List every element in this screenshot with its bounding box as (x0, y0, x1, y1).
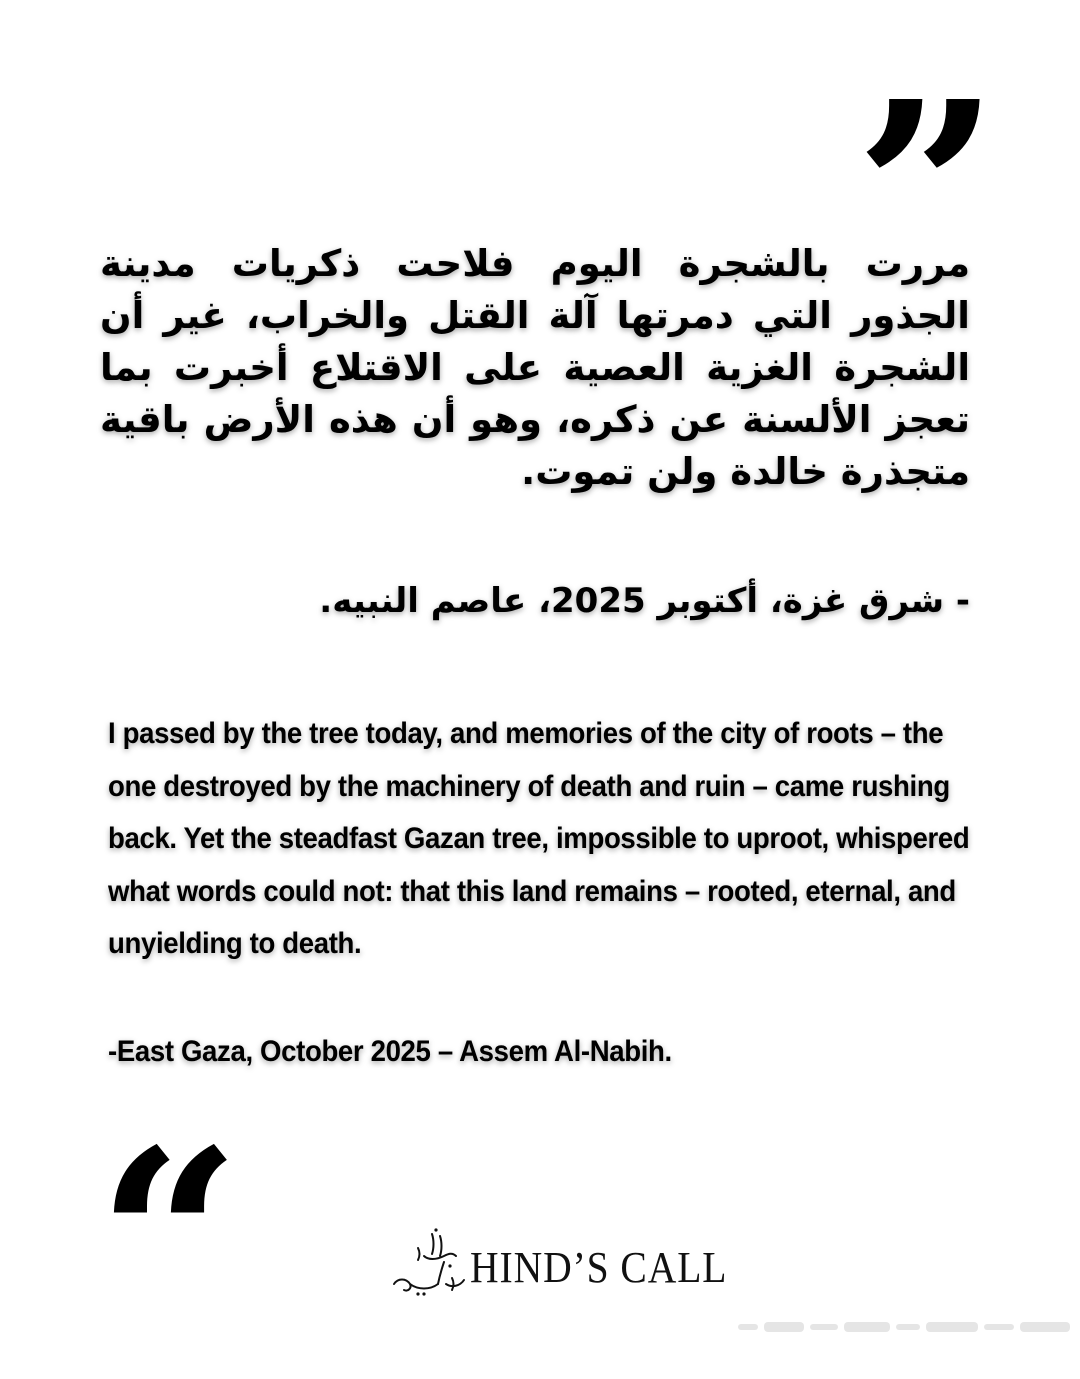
arabic-quote-text: مررت بالشجرة اليوم فلاحت ذكريات مدينة الجذور التي دمرتها آلة القتل والخراب، غير أن الشجرة الغزية العصية على الاقتلاع أخبرت بما تعجز الألسنة عن ذكره، وهو أن هذه الأرض باقية متجذرة خالدة ولن تموت. (100, 242, 970, 493)
closing-quote-mark-icon: ” (854, 49, 1000, 331)
brand-logo-lockup (388, 1224, 756, 1304)
brand-name: HIND’S CALL (470, 1242, 728, 1292)
english-quote-text: I passed by the tree today, and memories of the city of roots – the one destroyed by the machinery of death and ruin – came rushing back. Yet the steadfast Gazan tree, impossible to uproot, whispered what words could not: that this land remains – rooted, eternal, and unyielding to death. (108, 717, 970, 960)
arabic-attribution: - شرق غزة، أكتوبر 2025، عاصم النبيه. (319, 581, 970, 621)
hinds-call-calligraphy-logo-icon (388, 1226, 470, 1302)
english-attribution: -East Gaza, October 2025 – Assem Al-Nabih. (108, 1035, 672, 1068)
opening-quote-mark-icon: “ (96, 1097, 242, 1379)
faded-watermark-strip (738, 1316, 1070, 1338)
